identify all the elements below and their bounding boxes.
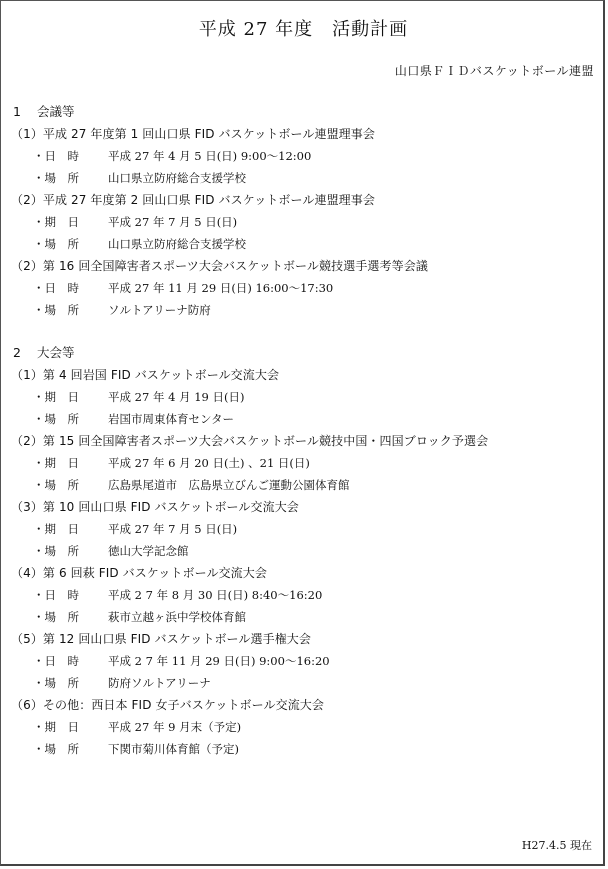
detail-label: ・場 所 bbox=[33, 303, 79, 317]
detail-value: ソルトアリーナ防府 bbox=[108, 303, 211, 317]
detail-row bbox=[11, 738, 601, 760]
detail-label: ・場 所 bbox=[33, 478, 79, 492]
detail-row bbox=[11, 518, 601, 540]
detail-row bbox=[11, 408, 601, 430]
detail-row bbox=[11, 386, 601, 408]
detail-label: ・場 所 bbox=[33, 544, 79, 558]
detail-label: ・場 所 bbox=[33, 610, 79, 624]
section-number: 2 bbox=[13, 345, 21, 360]
section-heading-text: 大会等 bbox=[37, 345, 75, 360]
detail-row bbox=[11, 584, 601, 606]
detail-row bbox=[11, 540, 601, 562]
section-heading-tournaments bbox=[11, 342, 601, 364]
item-title: （1）平成 27 年度第 1 回山口県 FID バスケットボール連盟理事会 bbox=[11, 127, 375, 141]
page-title: 平成 27 年度 活動計画 bbox=[198, 19, 409, 40]
detail-value: 平成 2 7 年 8 月 30 日(日) 8:40〜16:20 bbox=[108, 588, 323, 602]
detail-label: ・期 日 bbox=[33, 215, 79, 229]
detail-label: ・場 所 bbox=[33, 742, 79, 756]
detail-row bbox=[11, 299, 601, 321]
detail-label: ・期 日 bbox=[33, 456, 79, 470]
item-title: （5）第 12 回山口県 FID バスケットボール選手権大会 bbox=[11, 632, 312, 646]
detail-row bbox=[11, 233, 601, 255]
item-title: （2）第 16 回全国障害者スポーツ大会バスケットボール競技選手選考等会議 bbox=[11, 259, 428, 273]
detail-value: 平成 27 年 7 月 5 日(日) bbox=[108, 522, 238, 536]
detail-row bbox=[11, 145, 601, 167]
detail-label: ・場 所 bbox=[33, 676, 79, 690]
detail-value: 徳山大学記念館 bbox=[108, 544, 189, 558]
detail-value: 山口県立防府総合支援学校 bbox=[108, 237, 246, 251]
detail-row bbox=[11, 167, 601, 189]
item-title: （4）第 6 回萩 FID バスケットボール交流大会 bbox=[11, 566, 267, 580]
item-title: （3）第 10 回山口県 FID バスケットボール交流大会 bbox=[11, 500, 299, 514]
detail-value: 萩市立越ヶ浜中学校体育館 bbox=[108, 610, 246, 624]
document-content bbox=[11, 101, 601, 760]
detail-label: ・場 所 bbox=[33, 412, 79, 426]
detail-value: 平成 27 年 11 月 29 日(日) 16:00〜17:30 bbox=[108, 281, 334, 295]
detail-label: ・期 日 bbox=[33, 522, 79, 536]
detail-row bbox=[11, 650, 601, 672]
detail-row bbox=[11, 606, 601, 628]
item-title: （2）第 15 回全国障害者スポーツ大会バスケットボール競技中国・四国ブロック予選会 bbox=[11, 434, 489, 448]
as-of-date: H27.4.5 現在 bbox=[521, 839, 592, 852]
detail-label: ・場 所 bbox=[33, 237, 79, 251]
detail-label: ・日 時 bbox=[33, 588, 79, 602]
detail-row bbox=[11, 474, 601, 496]
detail-value: 下関市菊川体育館（予定) bbox=[108, 742, 239, 756]
detail-value: 平成 2 7 年 11 月 29 日(日) 9:00〜16:20 bbox=[108, 654, 330, 668]
detail-value: 広島県尾道市 広島県立びんご運動公園体育館 bbox=[108, 478, 350, 492]
section-heading-meetings bbox=[11, 101, 601, 123]
detail-label: ・日 時 bbox=[33, 149, 79, 163]
detail-label: ・期 日 bbox=[33, 390, 79, 404]
item-title: （6）その他：西日本 FID 女子バスケットボール交流大会 bbox=[11, 698, 325, 712]
detail-row bbox=[11, 277, 601, 299]
organization-name: 山口県ＦＩＤバスケットボール連盟 bbox=[394, 64, 594, 78]
item-title: （1）第 4 回岩国 FID バスケットボール交流大会 bbox=[11, 368, 280, 382]
detail-value: 平成 27 年 6 月 20 日(土) 、21 日(日) bbox=[108, 456, 310, 470]
detail-label: ・日 時 bbox=[33, 654, 79, 668]
detail-value: 平成 27 年 4 月 19 日(日) bbox=[108, 390, 245, 404]
detail-value: 山口県立防府総合支援学校 bbox=[108, 171, 246, 185]
detail-value: 岩国市周東体育センター bbox=[108, 412, 235, 426]
detail-value: 平成 27 年 7 月 5 日(日) bbox=[108, 215, 238, 229]
detail-row bbox=[11, 716, 601, 738]
section-number: 1 bbox=[13, 104, 21, 119]
detail-row bbox=[11, 672, 601, 694]
detail-label: ・期 日 bbox=[33, 720, 79, 734]
detail-row bbox=[11, 452, 601, 474]
detail-row bbox=[11, 211, 601, 233]
detail-label: ・日 時 bbox=[33, 281, 79, 295]
item-title: （2）平成 27 年度第 2 回山口県 FID バスケットボール連盟理事会 bbox=[11, 193, 375, 207]
detail-value: 平成 27 年 9 月末（予定) bbox=[108, 720, 242, 734]
section-spacer bbox=[11, 321, 601, 342]
section-heading-text: 会議等 bbox=[37, 104, 75, 119]
detail-value: 平成 27 年 4 月 5 日(日) 9:00〜12:00 bbox=[108, 149, 312, 163]
detail-label: ・場 所 bbox=[33, 171, 79, 185]
detail-value: 防府ソルトアリーナ bbox=[108, 676, 211, 690]
